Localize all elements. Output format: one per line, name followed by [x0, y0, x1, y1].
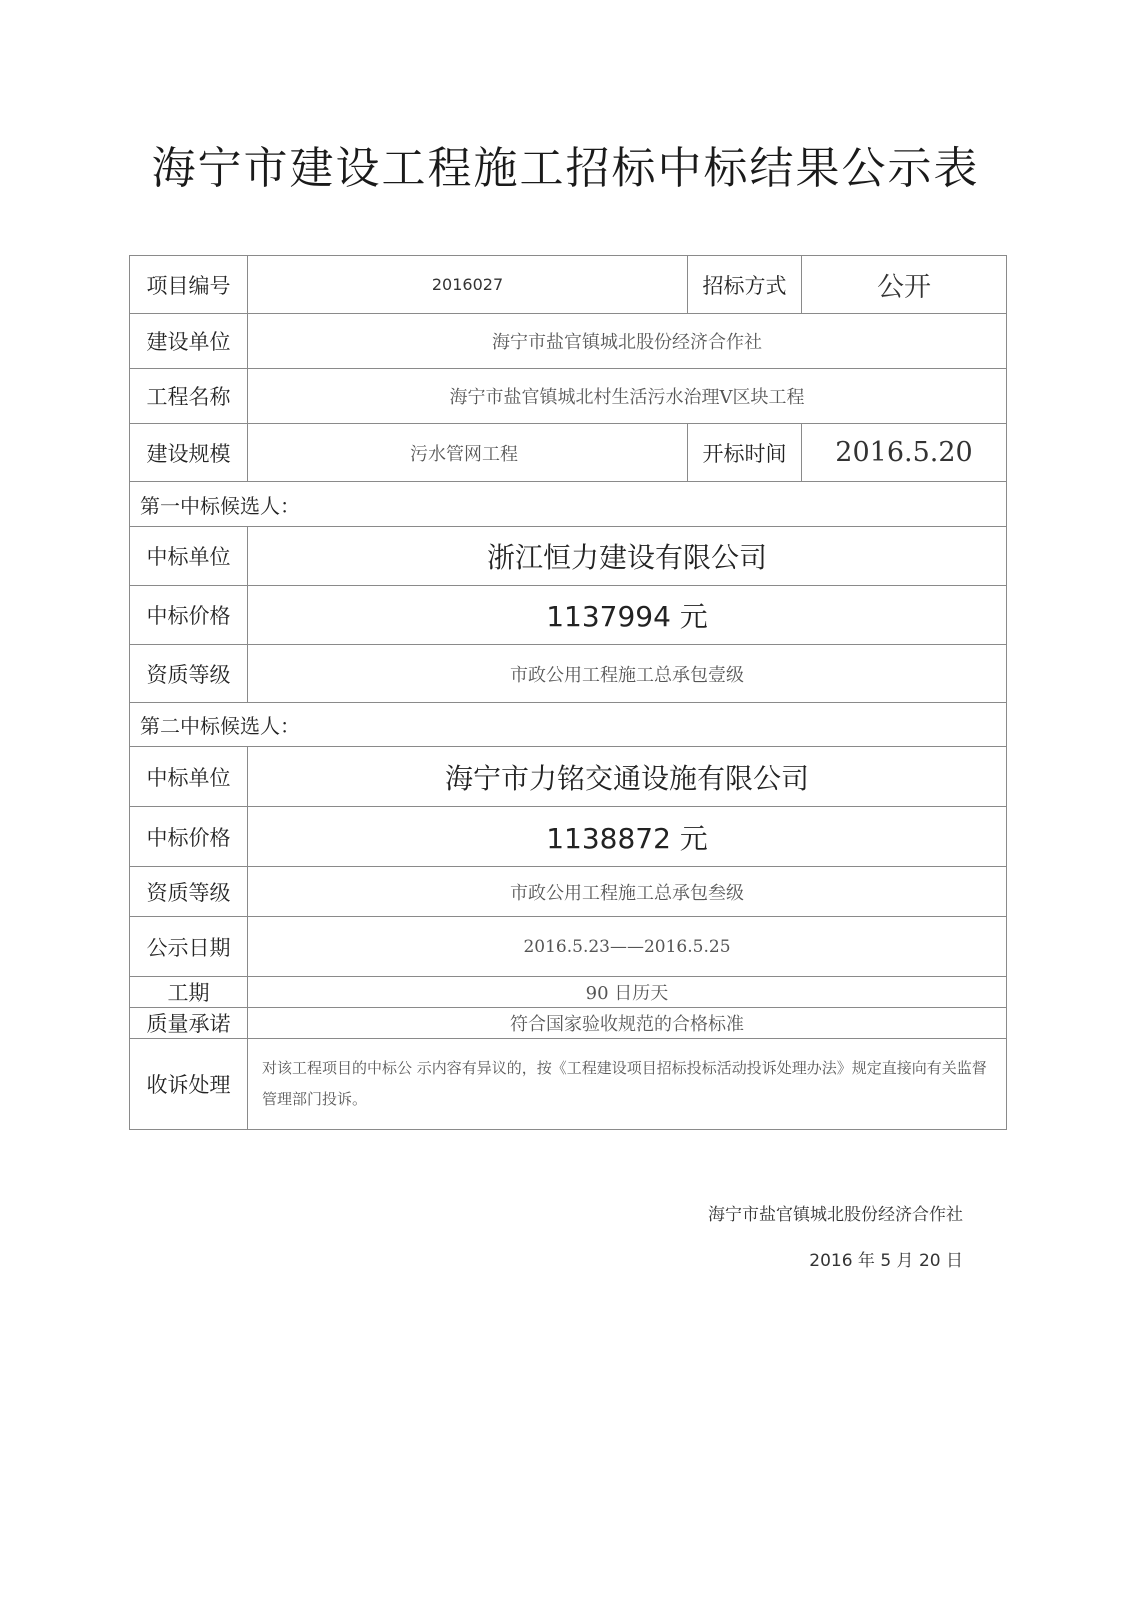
first-unit-label: 中标单位 [130, 527, 248, 586]
row-first-unit [130, 527, 1007, 586]
row-project-name [130, 369, 1007, 424]
project-number-value: 2016027 [248, 256, 688, 314]
second-unit-label: 中标单位 [130, 747, 248, 807]
duration-label: 工期 [130, 977, 248, 1008]
row-second-qual [130, 867, 1007, 917]
result-table [129, 255, 1007, 1130]
notice-period-label: 公示日期 [130, 917, 248, 977]
second-price-value: 1138872 元 [248, 807, 1007, 867]
project-number-label: 项目编号 [130, 256, 248, 314]
row-quality [130, 1008, 1007, 1039]
project-name-label: 工程名称 [130, 369, 248, 424]
row-complaint [130, 1039, 1007, 1130]
bid-method-value: 公开 [802, 256, 1007, 314]
row-notice-period [130, 917, 1007, 977]
first-qual-value: 市政公用工程施工总承包壹级 [248, 645, 1007, 703]
scale-label: 建设规模 [130, 424, 248, 482]
quality-value: 符合国家验收规范的合格标准 [248, 1008, 1007, 1039]
second-qual-label: 资质等级 [130, 867, 248, 917]
bid-open-label: 开标时间 [688, 424, 802, 482]
second-qual-value: 市政公用工程施工总承包叁级 [248, 867, 1007, 917]
row-second-unit [130, 747, 1007, 807]
first-unit-value: 浙江恒力建设有限公司 [248, 527, 1007, 586]
footer-organization: 海宁市盐官镇城北股份经济合作社 [708, 1205, 963, 1225]
footer-date: 2016 年 5 月 20 日 [809, 1251, 963, 1271]
duration-value: 90 日历天 [248, 977, 1007, 1008]
complaint-value: 对该工程项目的中标公 示内容有异议的，按《工程建设项目招标投标活动投诉处理办法》规定直接向有关监督管理部门投诉。 [248, 1039, 1007, 1130]
first-price-value: 1137994 元 [248, 586, 1007, 645]
page-title: 海宁市建设工程施工招标中标结果公示表 [151, 143, 980, 194]
bid-open-value: 2016.5.20 [802, 424, 1007, 482]
scale-value: 污水管网工程 [248, 424, 688, 482]
row-project-number [130, 256, 1007, 314]
complaint-label: 收诉处理 [130, 1039, 248, 1130]
row-scale [130, 424, 1007, 482]
row-first-qual [130, 645, 1007, 703]
row-second-heading [130, 703, 1007, 747]
quality-label: 质量承诺 [130, 1008, 248, 1039]
first-qual-label: 资质等级 [130, 645, 248, 703]
second-unit-value: 海宁市力铭交通设施有限公司 [248, 747, 1007, 807]
bid-method-label: 招标方式 [688, 256, 802, 314]
row-first-heading [130, 482, 1007, 527]
row-first-price [130, 586, 1007, 645]
row-second-price [130, 807, 1007, 867]
second-price-label: 中标价格 [130, 807, 248, 867]
row-duration [130, 977, 1007, 1008]
first-candidate-heading: 第一中标候选人： [130, 482, 1007, 527]
second-candidate-heading: 第二中标候选人： [130, 703, 1007, 747]
owner-label: 建设单位 [130, 314, 248, 369]
project-name-value: 海宁市盐官镇城北村生活污水治理Ⅴ区块工程 [248, 369, 1007, 424]
row-owner [130, 314, 1007, 369]
owner-value: 海宁市盐官镇城北股份经济合作社 [248, 314, 1007, 369]
notice-period-value: 2016.5.23——2016.5.25 [248, 917, 1007, 977]
first-price-label: 中标价格 [130, 586, 248, 645]
